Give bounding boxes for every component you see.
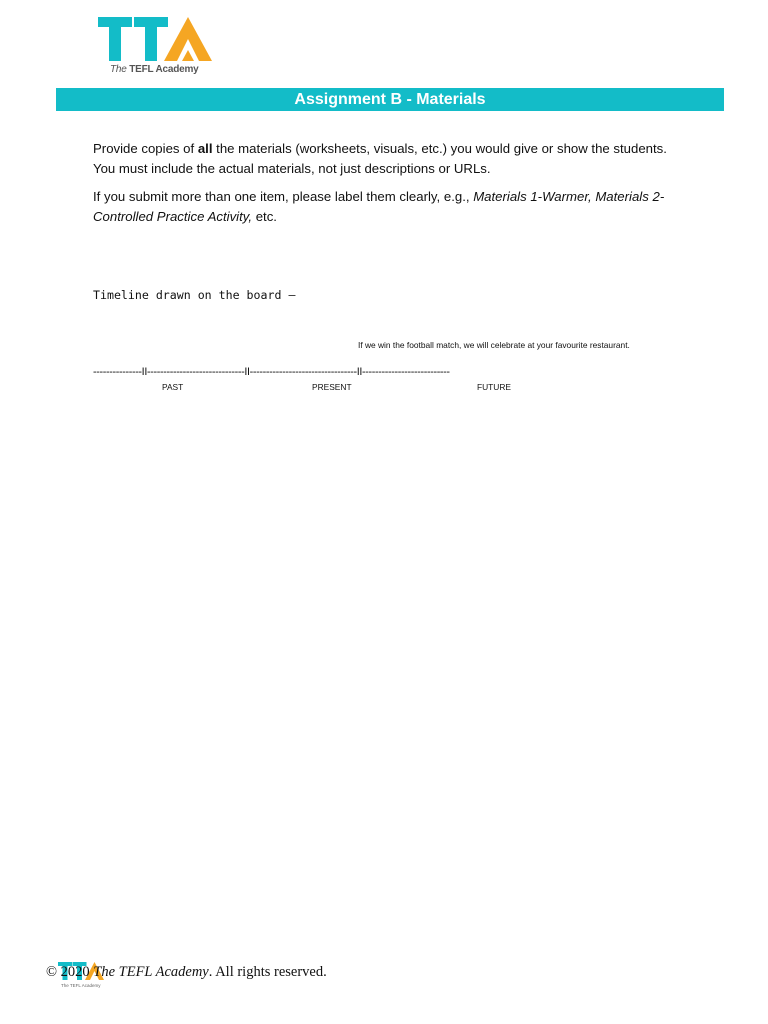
example-sentence: If we win the football match, we will celebrate at your favourite restaurant. (358, 340, 630, 350)
logo-tagline (110, 64, 199, 75)
logo-the: The (110, 64, 127, 75)
logo-name: TEFL Academy (129, 64, 199, 75)
instruction-paragraph-1 (93, 139, 673, 178)
timeline-label-future: FUTURE (477, 382, 511, 392)
copyright-notice (46, 964, 327, 981)
p2-text-a: If you submit more than one item, please label them clearly, e.g., (93, 189, 474, 204)
section-title-bar (56, 88, 724, 111)
page-title: Assignment B - Materials (294, 90, 486, 108)
p1-text-a: Provide copies of (93, 141, 198, 156)
timeline-label-present: PRESENT (312, 382, 352, 392)
p1-text-b: the materials (worksheets, visuals, etc.) you would give or show the students. You must include the actual materials, not just descriptions or URLs. (93, 141, 667, 176)
timeline-line: ---------------II------------------------------II---------------------------------II--------------------------- (93, 366, 450, 378)
instruction-paragraph-2 (93, 187, 673, 226)
p2-text-b: etc. (252, 208, 277, 224)
svg-text:The TEFL Academy: The TEFL Academy (61, 983, 101, 988)
timeline-heading: Timeline drawn on the board – (93, 288, 296, 302)
p2-italic-examples: Materials 1-Warmer, Materials 2- Controlled Practice Activity, (93, 189, 665, 224)
p1-bold-all: all (197, 141, 213, 156)
copyright-company: The TEFL Academy (93, 964, 209, 980)
copyright-prefix: © 2020 (46, 964, 94, 980)
copyright-suffix: . All rights reserved. (208, 964, 327, 980)
timeline-label-past: PAST (162, 382, 184, 392)
